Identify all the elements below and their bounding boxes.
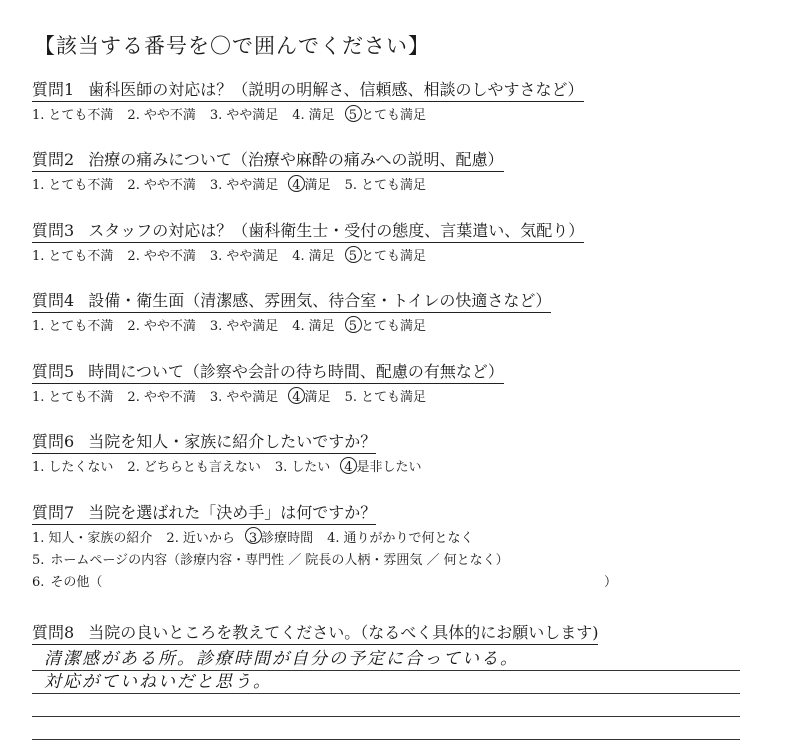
option-number: 4. [327,531,340,546]
option[interactable] [345,388,426,407]
option-number: 2. [127,178,140,193]
option[interactable] [32,572,102,594]
option-text: 通りがかりで何となく [343,531,474,546]
option-text: とても満足 [360,390,426,405]
option[interactable] [292,247,334,266]
option-text: 診療時間 [261,531,314,546]
option[interactable] [166,528,234,550]
option-selected[interactable] [292,388,330,407]
option-text: ホームページの内容（診療内容・専門性 ／ 院長の人柄・雰囲気 ／ 何となく） [50,553,509,568]
question-title [32,503,376,525]
option-number: 2. [127,319,140,334]
option-number: 5. [344,178,357,193]
option-number: 4. [292,108,305,123]
option-number: 5. [32,553,45,568]
question-label: 質問1 [32,80,75,99]
option[interactable] [32,247,113,266]
option-text: やや不満 [143,390,196,405]
option-number: 1. [32,108,45,123]
option-number: 1. [32,460,45,475]
option-number: 4 [292,390,301,405]
question-text: 歯科医師の対応は？（説明の明解さ、信頼感、相談のしやすさなど） [88,80,584,99]
question-7 [32,503,772,594]
question-5 [32,362,772,407]
option[interactable] [327,528,473,550]
option[interactable] [32,106,113,125]
option-text: とても満足 [360,249,426,264]
question-title [32,221,584,243]
question-text: 当院を知人・家族に紹介したいですか？ [88,432,377,451]
option-number: 1. [32,178,45,193]
option-text: 満足 [308,319,335,334]
option-selected[interactable] [349,106,426,125]
question-text: スタッフの対応は？（歯科衛生士・受付の態度、言葉遣い、気配り） [88,221,585,240]
option[interactable] [275,458,330,477]
option-number: 5 [348,319,357,334]
option-selected[interactable] [349,247,426,266]
option-number: 3. [209,178,223,193]
option-text: やや不満 [143,178,196,193]
answer-line-3[interactable] [32,694,740,717]
option-text: とても不満 [48,249,114,264]
options [32,458,772,477]
option-number: 3. [274,460,288,475]
option-number: 1. [32,249,45,264]
options [32,247,772,266]
question-4 [32,291,772,336]
option-number: 2. [127,249,140,264]
answer-line-4[interactable] [32,717,740,740]
option-number: 3. [209,319,223,334]
option[interactable] [32,176,113,195]
question-title [32,150,504,172]
option-text: とても不満 [48,178,114,193]
option[interactable] [127,388,195,407]
option-text: やや不満 [143,108,196,123]
question-1 [32,80,772,125]
option[interactable] [210,317,278,336]
question-title [32,623,598,645]
question-text: 治療の痛みについて（治療や麻酔の痛みへの説明、配慮） [88,150,504,169]
option-text: とても不満 [48,319,114,334]
question-2 [32,150,772,195]
option-selected[interactable] [349,317,426,336]
option-text: したい [291,460,331,475]
option-text: やや満足 [226,178,279,193]
question-title [32,291,551,313]
option[interactable] [32,550,509,572]
option-number: 3. [209,108,223,123]
option-number: 5. [344,390,357,405]
option-text: 近いから [182,531,235,546]
option-number: 4. [292,249,305,264]
option-number: 3 [249,528,257,550]
options [32,106,772,125]
options [32,317,772,336]
option-number: 2. [127,390,140,405]
option[interactable] [292,317,334,336]
question-label: 質問3 [32,221,75,240]
option-selected[interactable] [344,458,421,477]
answer-line-2[interactable] [32,671,740,694]
option-number: 1. [32,531,45,546]
option-text: その他（ [50,575,103,590]
survey-header: 【該当する番号を〇で囲んでください】 [34,34,430,58]
option-text: やや不満 [143,249,196,264]
option-text: とても不満 [48,390,114,405]
option[interactable] [345,176,426,195]
option-text: 知人・家族の紹介 [48,531,153,546]
option[interactable] [210,247,278,266]
option[interactable] [32,528,152,550]
option[interactable] [127,106,195,125]
option-selected[interactable] [292,176,330,195]
other-close-paren: ） [604,575,618,590]
question-title [32,362,504,384]
question-label: 質問4 [32,291,75,310]
option-text: どちらとも言えない [143,460,261,475]
option-number: 3. [209,390,223,405]
option-number: 3. [209,249,223,264]
options-row-1 [32,528,772,550]
option-number: 5 [348,249,357,264]
option-text: とても満足 [360,319,426,334]
question-6 [32,432,772,477]
option[interactable] [210,388,278,407]
option[interactable] [210,106,278,125]
option-text: やや満足 [226,390,279,405]
option[interactable] [32,317,113,336]
option[interactable] [127,176,195,195]
option-text: とても満足 [360,108,426,123]
option-number: 4 [292,178,301,193]
option-text: やや不満 [143,319,196,334]
option-text: とても不満 [48,108,114,123]
options [32,388,772,407]
option[interactable] [32,388,113,407]
option-number: 2. [127,108,140,123]
option-number: 6. [32,575,45,590]
option-selected[interactable] [249,528,313,550]
handwritten-answer: 清潔感がある所。診療時間が自分の予定に合っている。 [44,649,519,669]
option-text: やや満足 [226,319,279,334]
option-number: 1. [32,319,45,334]
option-number: 4 [344,460,353,475]
option[interactable] [210,176,278,195]
question-label: 質問5 [32,362,75,381]
question-label: 質問7 [32,503,75,522]
option[interactable] [127,458,260,477]
option-number: 1. [32,390,45,405]
options-row-3 [32,572,772,594]
handwritten-answer: 対応がていねいだと思う。 [44,672,272,692]
question-title [32,432,376,454]
option-text: やや満足 [226,249,279,264]
option-text: 満足 [308,108,335,123]
question-text: 当院の良いところを教えてください。（なるべく具体的にお願いします) [88,623,599,642]
question-text: 時間について（診察や会計の待ち時間、配慮の有無など） [88,362,504,381]
option[interactable] [32,458,113,477]
options [32,176,772,195]
question-title [32,80,584,102]
option-text: 満足 [304,178,331,193]
option-text: したくない [48,460,114,475]
question-8 [32,623,772,645]
option-number: 4. [292,319,305,334]
option[interactable] [127,247,195,266]
question-label: 質問8 [32,623,75,642]
option-text: 満足 [304,390,331,405]
option[interactable] [127,317,195,336]
option-text: とても満足 [360,178,426,193]
options-row-2 [32,550,772,572]
option[interactable] [292,106,334,125]
option-number: 2. [166,531,179,546]
option-number: 2. [127,460,140,475]
option-text: 是非したい [356,460,422,475]
question-label: 質問6 [32,432,75,451]
question-3 [32,221,772,266]
question-text: 設備・衛生面（清潔感、雰囲気、待合室・トイレの快適さなど） [88,291,552,310]
question-label: 質問2 [32,150,75,169]
option-number: 5 [348,108,357,123]
option-text: やや満足 [226,108,279,123]
question-text: 当院を選ばれた「決め手」は何ですか？ [88,503,377,522]
option-text: 満足 [308,249,335,264]
answer-area[interactable] [32,648,740,740]
